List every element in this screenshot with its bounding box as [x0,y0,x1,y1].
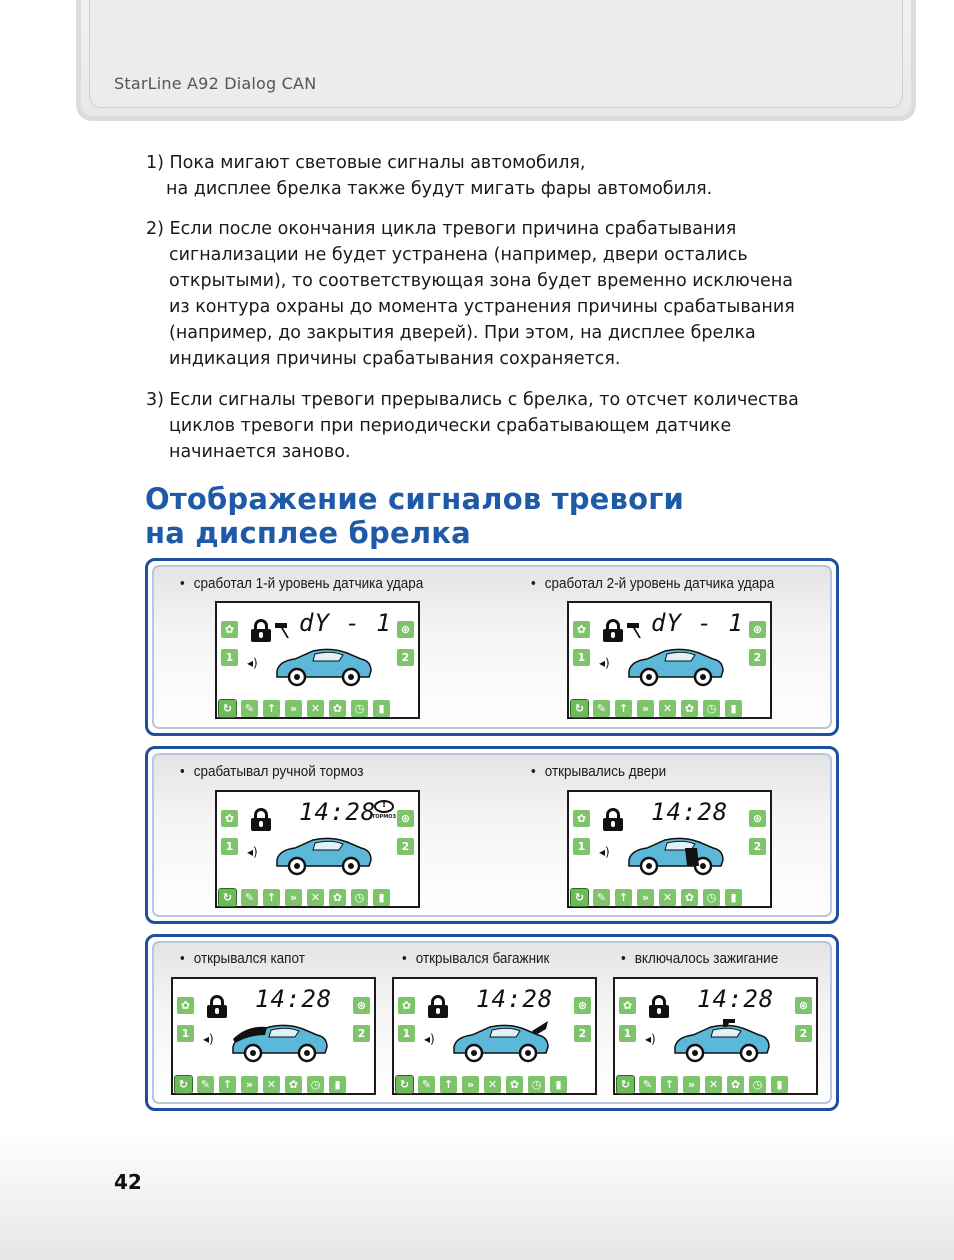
channel-1-icon: 1 [573,649,590,666]
lcd-display-ignition [613,977,818,1095]
fan-icon: ✕ [484,1076,501,1093]
panel-shock [145,558,839,736]
lcd-time-readout: dY - 1 [651,609,744,637]
wrench-icon: ✎ [241,700,258,717]
car-icon [273,637,373,691]
caption-shock-1: • сработал 1-й уровень датчика удара [180,575,424,592]
sync-icon: ↻ [219,889,236,906]
seat-icon: ↑ [661,1076,678,1093]
steering-icon: ⊛ [749,621,766,638]
wrench-icon: ✎ [593,889,610,906]
speaker-icon: ◂) [203,1032,214,1046]
fan-icon: ✕ [659,700,676,717]
channel-2-icon: 2 [795,1025,812,1042]
speaker-icon: ◂) [247,656,258,670]
ac-icon: ✿ [506,1076,523,1093]
fan-icon: ✕ [307,700,324,717]
section-title [145,482,684,550]
paragraph-line: начинается заново. [169,442,351,462]
lcd-display-hood [171,977,376,1095]
ac-icon: ✿ [329,889,346,906]
lock-icon [251,619,271,641]
signal-icon: » [241,1076,258,1093]
paragraph-3 [146,387,799,465]
steering-icon: ⊛ [749,810,766,827]
seat-icon: ↑ [440,1076,457,1093]
steering-icon: ⊛ [397,810,414,827]
speaker-icon: ◂) [424,1032,435,1046]
sync-icon: ↻ [219,700,236,717]
wrench-icon: ✎ [593,700,610,717]
brake-icon [371,800,397,820]
lock-icon [251,808,271,830]
engine-icon: ✿ [221,810,238,827]
clock-icon: ◷ [351,889,368,906]
paragraph-line: сигнализации не будет устранена (например, двери остались [169,245,748,265]
lcd-display-doors [567,790,772,908]
channel-2-icon: 2 [749,649,766,666]
speaker-icon: ◂) [247,845,258,859]
wrench-icon: ✎ [639,1076,656,1093]
wrench-icon: ✎ [241,889,258,906]
lcd-display-trunk [392,977,597,1095]
thermometer-icon: ▮ [373,889,390,906]
engine-icon: ✿ [177,997,194,1014]
ac-icon: ✿ [727,1076,744,1093]
lock-icon [207,995,227,1017]
thermometer-icon: ▮ [373,700,390,717]
steering-icon: ⊛ [353,997,370,1014]
seat-icon: ↑ [263,889,280,906]
channel-2-icon: 2 [574,1025,591,1042]
panel-hood-trunk-ignition [145,934,839,1111]
channel-1-icon: 1 [398,1025,415,1042]
wrench-icon: ✎ [418,1076,435,1093]
paragraph-line: (например, до закрытия дверей). При этом, на дисплее брелка [169,323,756,343]
speaker-icon: ◂) [645,1032,656,1046]
sync-icon: ↻ [571,700,588,717]
paragraph-2 [146,216,795,372]
channel-1-icon: 1 [573,838,590,855]
lock-icon [649,995,669,1017]
signal-icon: » [637,889,654,906]
fan-icon: ✕ [705,1076,722,1093]
engine-icon: ✿ [573,810,590,827]
engine-icon: ✿ [398,997,415,1014]
channel-2-icon: 2 [397,838,414,855]
seat-icon: ↑ [615,889,632,906]
car-icon [625,826,725,880]
lock-icon [603,619,623,641]
paragraph-line: из контура охраны до момента устранения причины срабатывания [169,297,795,317]
channel-2-icon: 2 [749,838,766,855]
signal-icon: » [285,700,302,717]
speaker-icon: ◂) [599,845,610,859]
caption-doors: • открывались двери [531,763,667,780]
lcd-display-shock-1 [215,601,420,719]
lcd-display-brake [215,790,420,908]
car-icon [450,1013,550,1067]
speaker-icon: ◂) [599,656,610,670]
thermometer-icon: ▮ [725,700,742,717]
fan-icon: ✕ [307,889,324,906]
header-title: StarLine A92 Dialog CAN [114,74,317,93]
engine-icon: ✿ [619,997,636,1014]
thermometer-icon: ▮ [771,1076,788,1093]
thermometer-icon: ▮ [725,889,742,906]
fan-icon: ✕ [263,1076,280,1093]
channel-1-icon: 1 [221,649,238,666]
signal-icon: » [462,1076,479,1093]
steering-icon: ⊛ [795,997,812,1014]
caption-trunk: • открывался багажник [402,950,550,967]
signal-icon: » [637,700,654,717]
signal-icon: » [683,1076,700,1093]
lcd-time-readout: 14:28 [476,985,554,1013]
engine-icon: ✿ [221,621,238,638]
panel-brake-doors [145,746,839,924]
ac-icon: ✿ [681,700,698,717]
clock-icon: ◷ [351,700,368,717]
fan-icon: ✕ [659,889,676,906]
channel-1-icon: 1 [619,1025,636,1042]
clock-icon: ◷ [307,1076,324,1093]
lcd-time-readout: 14:28 [299,798,377,826]
clock-icon: ◷ [528,1076,545,1093]
paragraph-line: 3) Если сигналы тревоги прерывались с брелка, то отсчет количества [146,390,799,410]
caption-shock-2: • сработал 2-й уровень датчика удара [531,575,775,592]
engine-icon: ✿ [573,621,590,638]
sync-icon: ↻ [175,1076,192,1093]
clock-icon: ◷ [749,1076,766,1093]
ac-icon: ✿ [681,889,698,906]
caption-brake: • срабатывал ручной тормоз [180,763,364,780]
paragraph-line: индикация причины срабатывания сохраняется. [169,349,621,369]
section-title-line-1: Отображение сигналов тревоги [145,482,685,516]
thermometer-icon: ▮ [550,1076,567,1093]
channel-2-icon: 2 [353,1025,370,1042]
section-title-line-2: на дисплее брелка [145,516,471,550]
lcd-time-readout: dY - 1 [299,609,392,637]
car-icon [229,1013,329,1067]
lock-icon [603,808,623,830]
footer-gradient [0,1130,954,1260]
signal-icon: » [285,889,302,906]
seat-icon: ↑ [615,700,632,717]
channel-1-icon: 1 [221,838,238,855]
lcd-time-readout: 14:28 [651,798,729,826]
steering-icon: ⊛ [397,621,414,638]
lock-icon [428,995,448,1017]
sync-icon: ↻ [396,1076,413,1093]
paragraph-1 [146,150,712,202]
car-icon [625,637,725,691]
caption-hood: • открывался капот [180,950,305,967]
seat-icon: ↑ [219,1076,236,1093]
sync-icon: ↻ [571,889,588,906]
clock-icon: ◷ [703,700,720,717]
ac-icon: ✿ [329,700,346,717]
channel-2-icon: 2 [397,649,414,666]
paragraph-line: 1) Пока мигают световые сигналы автомобиля, [146,153,586,173]
wrench-icon: ✎ [197,1076,214,1093]
seat-icon: ↑ [263,700,280,717]
paragraph-line: 2) Если после окончания цикла тревоги причина срабатывания [146,219,737,239]
lcd-display-shock-2 [567,601,772,719]
lcd-time-readout: 14:28 [255,985,333,1013]
steering-icon: ⊛ [574,997,591,1014]
paragraph-line: на дисплее брелка также будут мигать фары автомобиля. [166,179,713,199]
page-number: 42 [114,1170,142,1194]
lcd-time-readout: 14:28 [697,985,775,1013]
ac-icon: ✿ [285,1076,302,1093]
car-icon [273,826,373,880]
clock-icon: ◷ [703,889,720,906]
car-icon [671,1013,771,1067]
channel-1-icon: 1 [177,1025,194,1042]
caption-ignition: • включалось зажигание [621,950,779,967]
header-frame [76,0,916,121]
sync-icon: ↻ [617,1076,634,1093]
thermometer-icon: ▮ [329,1076,346,1093]
paragraph-line: циклов тревоги при периодически срабатывающем датчике [169,416,732,436]
brake-label: ТОРМОЗ [371,814,397,820]
paragraph-line: открытыми), то соответствующая зона будет временно исключена [169,271,793,291]
